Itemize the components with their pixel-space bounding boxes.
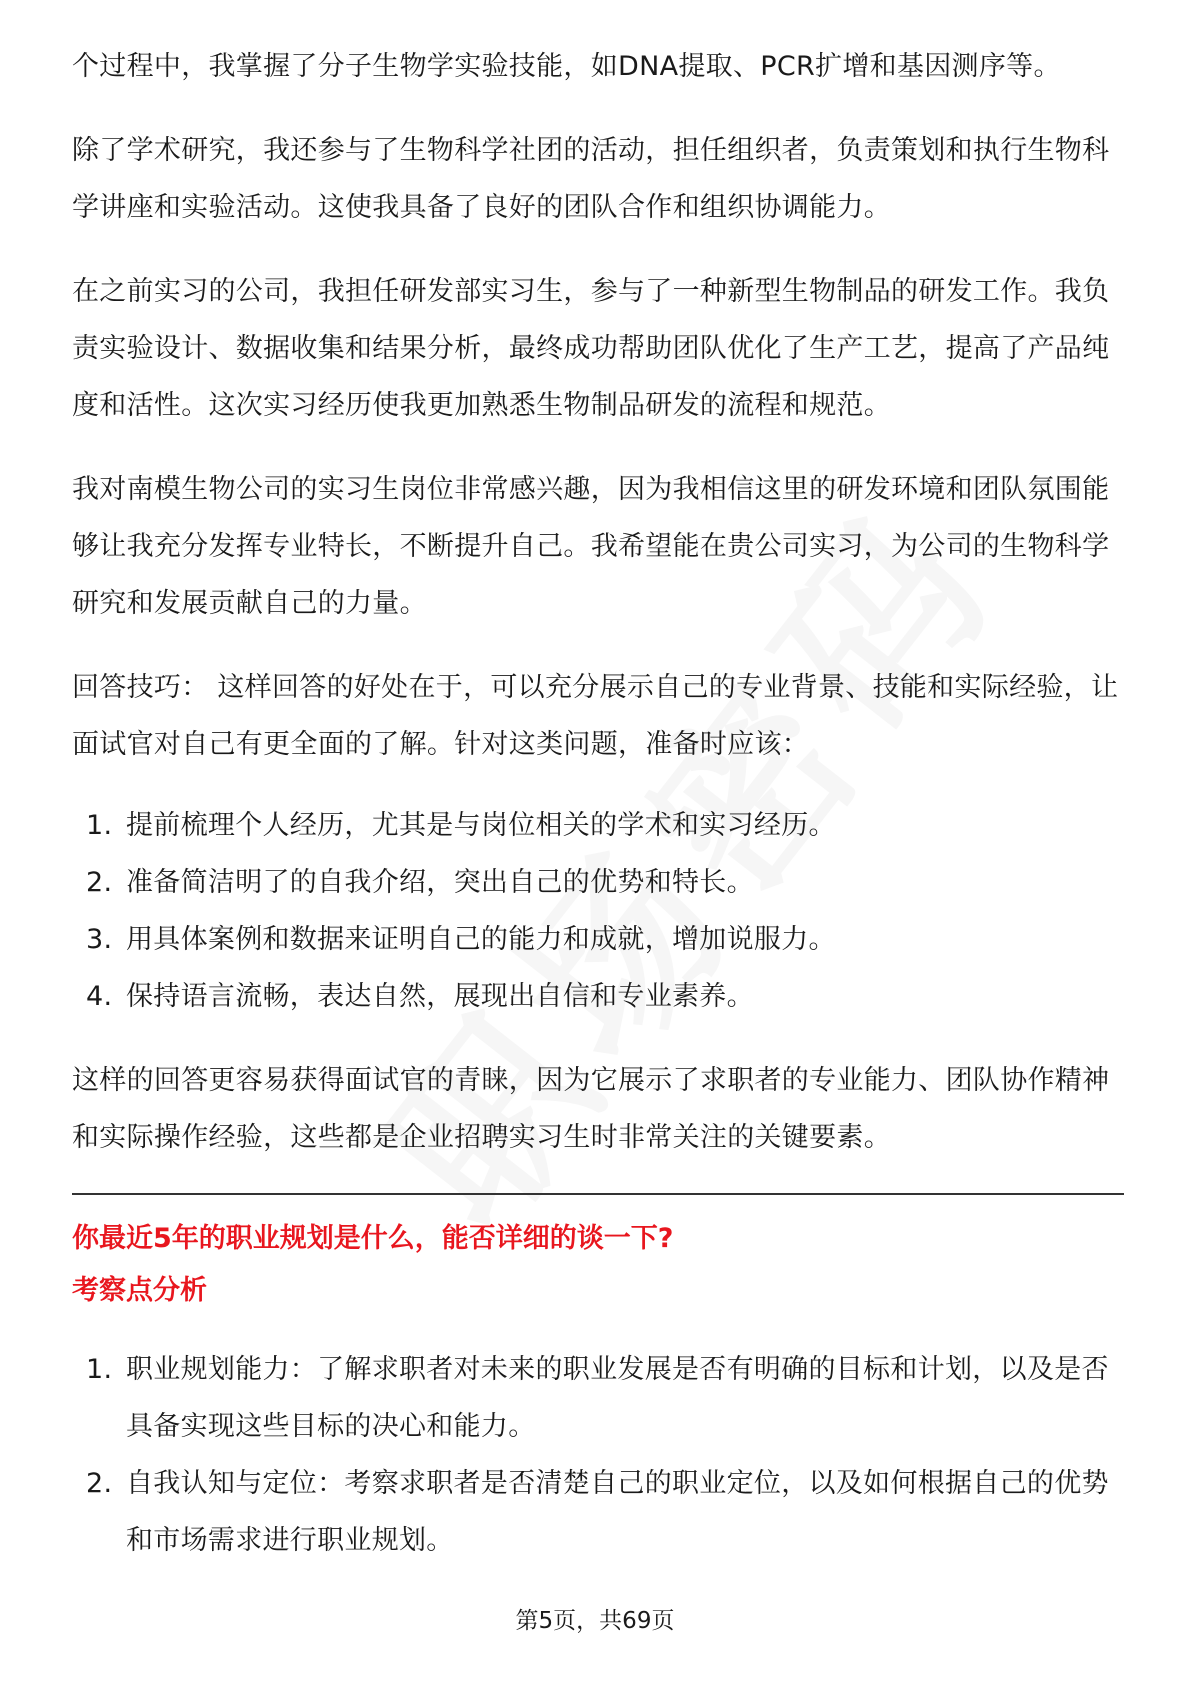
paragraph-answer-tips: 回答技巧： 这样回答的好处在于，可以充分展示自己的专业背景、技能和实际经验，让面试官对自己有更全面的了解。针对这类问题，准备时应该： (72, 672, 1119, 760)
list-item (72, 854, 1124, 911)
paragraph-motivation: 我对南模生物公司的实习生岗位非常感兴趣，因为我相信这里的研发环境和团队氛围能够让我充分发挥专业特长，不断提升自己。我希望能在贵公司实习，为公司的生物科学研究和发展贡献自己的力量。 (72, 474, 1110, 619)
list-item (72, 911, 1124, 968)
list-text: 自我认知与定位：考察求职者是否清楚自己的职业定位，以及如何根据自己的优势和市场需求进行职业规划。 (126, 1468, 1109, 1556)
list-text: 职业规划能力：了解求职者对未来的职业发展是否有明确的目标和计划，以及是否具备实现这些目标的决心和能力。 (126, 1354, 1109, 1442)
paragraph-internship: 在之前实习的公司，我担任研发部实习生，参与了一种新型生物制品的研发工作。我负责实验设计、数据收集和结果分析，最终成功帮助团队优化了生产工艺，提高了产品纯度和活性。这次实习经历使我更加熟悉生物制品研发的流程和规范。 (72, 276, 1110, 421)
list-item (72, 968, 1124, 1025)
list-item (72, 1341, 1124, 1455)
list-text: 提前梳理个人经历，尤其是与岗位相关的学术和实习经历。 (126, 810, 836, 841)
list-number: 1. (86, 810, 113, 841)
tips-list (72, 797, 1124, 1025)
list-number: 2. (86, 1468, 113, 1499)
list-text: 准备简洁明了的自我介绍，突出自己的优势和特长。 (126, 867, 754, 898)
paragraph-club: 除了学术研究，我还参与了生物科学社团的活动，担任组织者，负责策划和执行生物科学讲座和实验活动。这使我具备了良好的团队合作和组织协调能力。 (72, 135, 1110, 223)
list-text: 保持语言流畅，表达自然，展现出自信和专业素养。 (126, 981, 754, 1012)
list-number: 3. (86, 924, 113, 955)
list-item (72, 797, 1124, 854)
list-number: 2. (86, 867, 113, 898)
paragraph-skills: 个过程中，我掌握了分子生物学实验技能，如DNA提取、PCR扩增和基因测序等。 (72, 51, 1061, 82)
question-heading: 你最近5年的职业规划是什么，能否详细的谈一下? (72, 1223, 674, 1254)
page-number-footer: 第5页，共69页 (515, 1608, 675, 1634)
list-item (72, 1455, 1124, 1569)
list-number: 1. (86, 1354, 113, 1385)
analysis-subheading: 考察点分析 (72, 1275, 207, 1306)
list-number: 4. (86, 981, 113, 1012)
list-text: 用具体案例和数据来证明自己的能力和成就，增加说服力。 (126, 924, 836, 955)
document-page (72, 38, 1124, 1596)
paragraph-closing: 这样的回答更容易获得面试官的青睐，因为它展示了求职者的专业能力、团队协作精神和实际操作经验，这些都是企业招聘实习生时非常关注的关键要素。 (72, 1065, 1110, 1153)
section-divider (72, 1193, 1124, 1195)
analysis-points-list (72, 1341, 1124, 1569)
